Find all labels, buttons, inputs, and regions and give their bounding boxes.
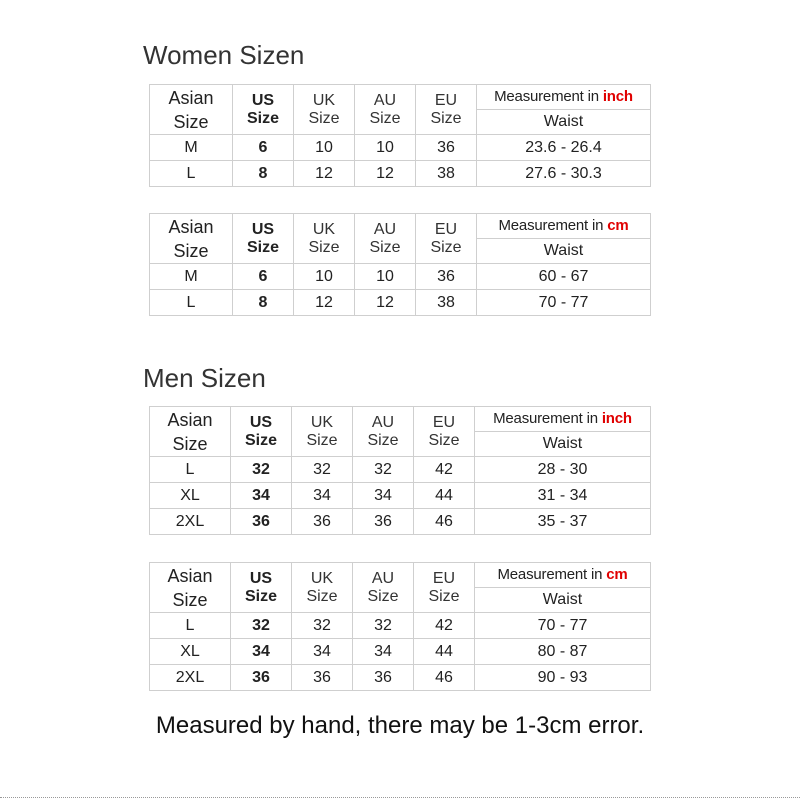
cell-us: 8: [233, 290, 294, 316]
header-waist: Waist: [477, 239, 651, 264]
cell-waist: 23.6 - 26.4: [477, 135, 651, 161]
header-eu-size: EU Size: [414, 563, 475, 613]
cell-eu: 36: [416, 135, 477, 161]
cell-uk: 32: [292, 457, 353, 483]
cell-au: 34: [353, 483, 414, 509]
header-eu-size: EU Size: [414, 407, 475, 457]
cell-au: 36: [353, 665, 414, 691]
cell-au: 12: [355, 290, 416, 316]
cell-eu: 44: [414, 483, 475, 509]
cell-eu: 46: [414, 509, 475, 535]
cell-waist: 60 - 67: [477, 264, 651, 290]
cell-us: 32: [231, 613, 292, 639]
header-uk-size: UK Size: [292, 407, 353, 457]
table-row: [150, 457, 651, 483]
cell-waist: 80 - 87: [475, 639, 651, 665]
header-us-size: US Size: [231, 563, 292, 613]
header-measurement: Measurement in inch: [475, 407, 651, 432]
cell-eu: 46: [414, 665, 475, 691]
bottom-divider: [0, 797, 800, 798]
header-measurement: Measurement in cm: [475, 563, 651, 588]
cell-uk: 12: [294, 290, 355, 316]
cell-uk: 36: [292, 665, 353, 691]
cell-us: 8: [233, 161, 294, 187]
cell-asian: XL: [150, 483, 231, 509]
women-size-table-inch: [149, 84, 651, 187]
cell-us: 36: [231, 509, 292, 535]
table-row: [150, 264, 651, 290]
cell-uk: 10: [294, 135, 355, 161]
table-row: [150, 135, 651, 161]
men-size-table-inch: [149, 406, 651, 535]
header-au-size: AU Size: [355, 214, 416, 264]
measurement-unit: cm: [606, 566, 628, 583]
header-uk-size: UK Size: [294, 85, 355, 135]
header-waist: Waist: [475, 432, 651, 457]
header-us-size: US Size: [233, 85, 294, 135]
cell-waist: 31 - 34: [475, 483, 651, 509]
cell-uk: 10: [294, 264, 355, 290]
header-uk-size: UK Size: [294, 214, 355, 264]
header-uk-size: UK Size: [292, 563, 353, 613]
table-row: [150, 509, 651, 535]
cell-uk: 32: [292, 613, 353, 639]
cell-asian: L: [150, 613, 231, 639]
cell-asian: L: [150, 290, 233, 316]
cell-eu: 38: [416, 161, 477, 187]
header-asian-size: Asian Size: [150, 407, 231, 457]
cell-waist: 28 - 30: [475, 457, 651, 483]
cell-au: 10: [355, 135, 416, 161]
cell-waist: 27.6 - 30.3: [477, 161, 651, 187]
cell-waist: 35 - 37: [475, 509, 651, 535]
table-row: [150, 290, 651, 316]
cell-uk: 36: [292, 509, 353, 535]
cell-asian: 2XL: [150, 665, 231, 691]
women-size-table-cm: [149, 213, 651, 316]
cell-asian: M: [150, 264, 233, 290]
cell-asian: L: [150, 161, 233, 187]
header-us-size: US Size: [233, 214, 294, 264]
cell-au: 12: [355, 161, 416, 187]
header-au-size: AU Size: [355, 85, 416, 135]
cell-eu: 36: [416, 264, 477, 290]
cell-us: 34: [231, 639, 292, 665]
header-us-size: US Size: [231, 407, 292, 457]
cell-us: 6: [233, 264, 294, 290]
men-section-title: Men Sizen: [143, 363, 266, 393]
table-row: [150, 483, 651, 509]
table-row: [150, 613, 651, 639]
measurement-unit: cm: [607, 217, 629, 234]
measurement-unit: inch: [602, 88, 633, 105]
cell-us: 34: [231, 483, 292, 509]
cell-au: 32: [353, 457, 414, 483]
header-asian-size: Asian Size: [150, 85, 233, 135]
cell-waist: 70 - 77: [475, 613, 651, 639]
header-au-size: AU Size: [353, 407, 414, 457]
measurement-unit: inch: [601, 410, 632, 427]
header-eu-size: EU Size: [416, 85, 477, 135]
cell-uk: 34: [292, 639, 353, 665]
cell-au: 10: [355, 264, 416, 290]
table-row: [150, 665, 651, 691]
header-au-size: AU Size: [353, 563, 414, 613]
cell-eu: 44: [414, 639, 475, 665]
cell-us: 36: [231, 665, 292, 691]
cell-us: 32: [231, 457, 292, 483]
cell-eu: 38: [416, 290, 477, 316]
cell-waist: 90 - 93: [475, 665, 651, 691]
cell-au: 36: [353, 509, 414, 535]
cell-asian: 2XL: [150, 509, 231, 535]
cell-asian: M: [150, 135, 233, 161]
header-waist: Waist: [475, 588, 651, 613]
cell-asian: L: [150, 457, 231, 483]
table-row: [150, 639, 651, 665]
header-measurement: Measurement in cm: [477, 214, 651, 239]
cell-au: 34: [353, 639, 414, 665]
cell-us: 6: [233, 135, 294, 161]
table-row: [150, 161, 651, 187]
cell-eu: 42: [414, 613, 475, 639]
cell-asian: XL: [150, 639, 231, 665]
cell-waist: 70 - 77: [477, 290, 651, 316]
women-section-title: Women Sizen: [143, 40, 305, 70]
men-size-table-cm: [149, 562, 651, 691]
measurement-disclaimer: Measured by hand, there may be 1-3cm error.: [155, 712, 645, 739]
cell-uk: 12: [294, 161, 355, 187]
header-measurement: Measurement in inch: [477, 85, 651, 110]
header-asian-size: Asian Size: [150, 214, 233, 264]
header-asian-size: Asian Size: [150, 563, 231, 613]
cell-au: 32: [353, 613, 414, 639]
header-eu-size: EU Size: [416, 214, 477, 264]
header-waist: Waist: [477, 110, 651, 135]
cell-uk: 34: [292, 483, 353, 509]
cell-eu: 42: [414, 457, 475, 483]
